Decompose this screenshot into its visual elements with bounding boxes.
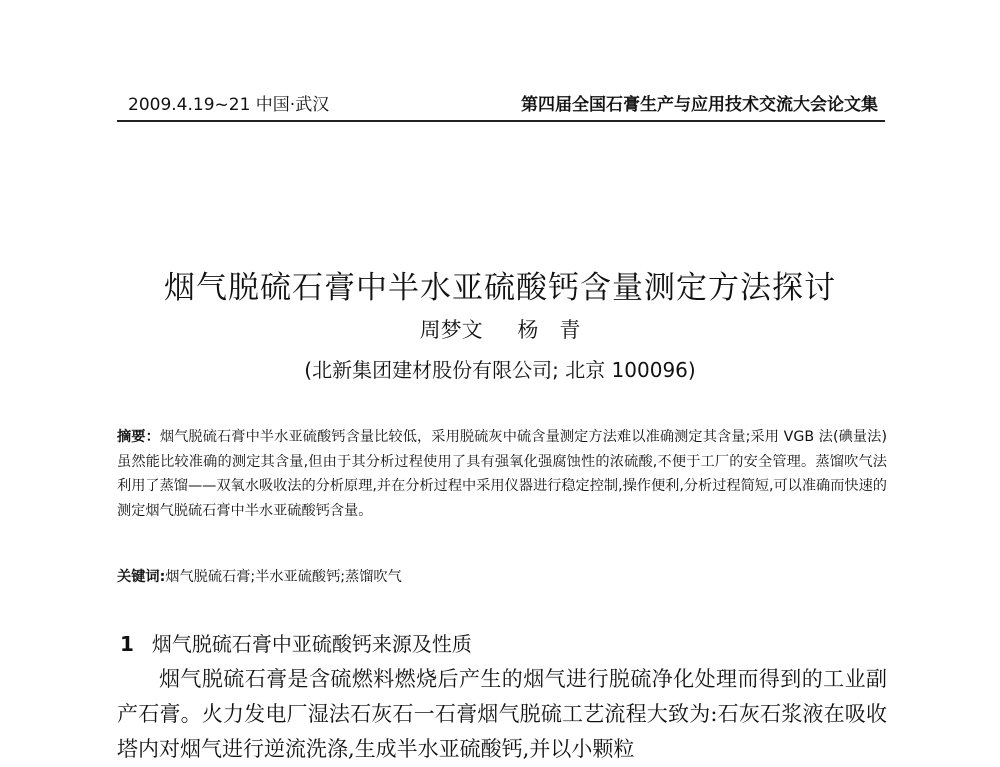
abstract [117, 425, 887, 523]
authors [0, 314, 1000, 344]
author-name: 周梦文 [419, 318, 483, 342]
affiliation: (北新集团建材股份有限公司; 北京 100096) [304, 358, 696, 382]
abstract-text: 烟气脱硫石膏中半水亚硫酸钙含量比较低，采用脱硫灰中硫含量测定方法难以准确测定其含量;采用 VGB 法(碘量法)虽然能比较准确的测定其含量,但由于其分析过程使用了具有强氧化强腐蚀性的浓硫酸,不便于工厂的安全管理。蒸馏吹气法利用了蒸馏——双氧水吸收法的分析原理,并在分析过程中采用仪器进行稳定控制,操作便利,分析过程简短,可以准确而快速的测定烟气脱硫石膏中半水亚硫酸钙含量。 [117, 429, 887, 519]
section-heading [120, 628, 472, 657]
keywords [117, 566, 402, 586]
section-number: 1 [120, 632, 134, 656]
keywords-text: 烟气脱硫石膏;半水亚硫酸钙;蒸馏吹气 [165, 569, 402, 585]
section-title: 烟气脱硫石膏中亚硫酸钙来源及性质 [151, 632, 472, 656]
header-rule [117, 120, 885, 122]
keywords-label: 关键词: [117, 569, 166, 585]
abstract-label: 摘要： [117, 429, 160, 445]
running-header-right: 第四届全国石膏生产与应用技术交流大会论文集 [521, 95, 878, 115]
body-paragraph: 烟气脱硫石膏是含硫燃料燃烧后产生的烟气进行脱硫净化处理而得到的工业副产石膏。火力发电厂湿法石灰石一石膏烟气脱硫工艺流程大致为:石灰石浆液在吸收塔内对烟气进行逆流洗涤,生成半水亚硫酸钙,并以小颗粒 [117, 667, 887, 761]
paper-title: 烟气脱硫石膏中半水亚硫酸钙含量测定方法探讨 [164, 270, 836, 306]
author-name: 杨 青 [517, 318, 581, 342]
running-header-left: 2009.4.19~21 中国·武汉 [128, 95, 330, 115]
